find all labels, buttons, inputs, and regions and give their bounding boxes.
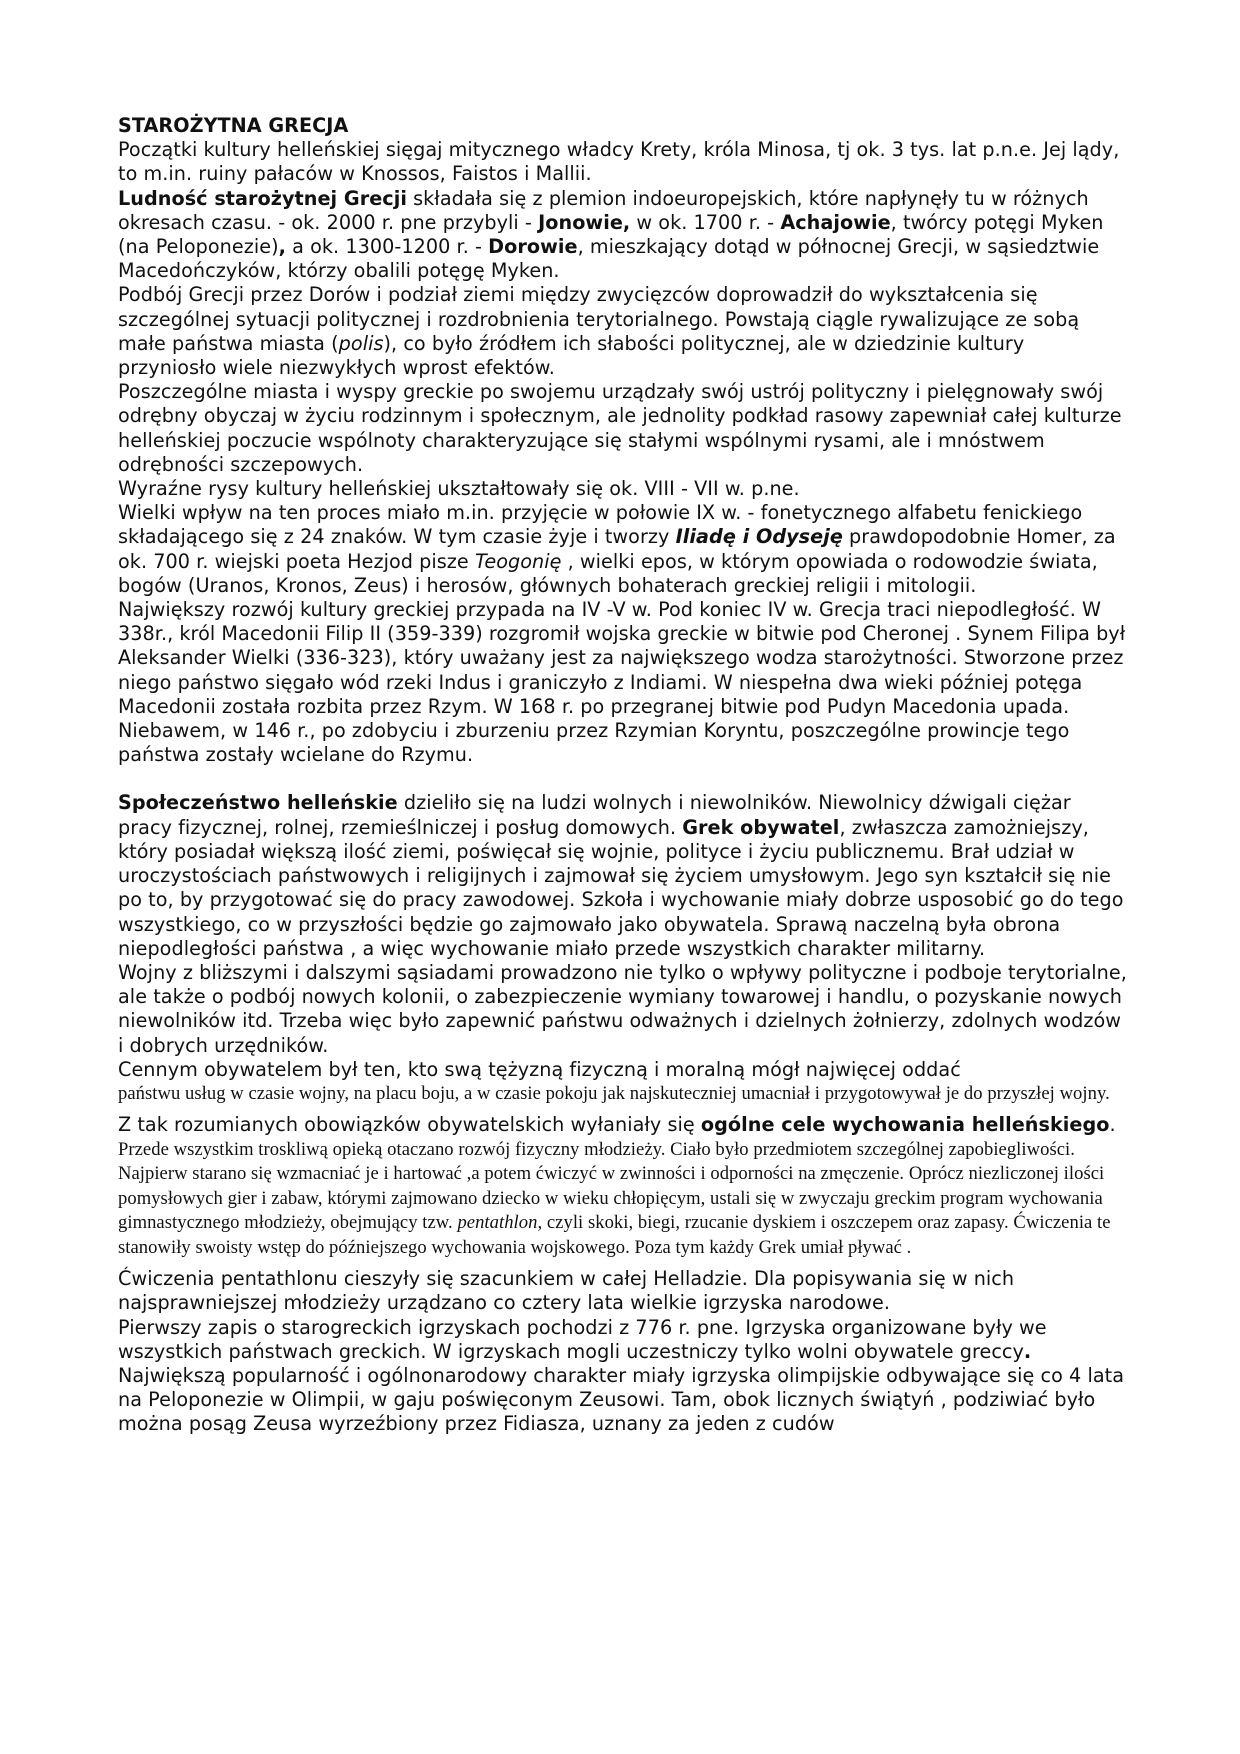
paragraph-wars: Wojny z bliższymi i dalszymi sąsiadami prowadzono nie tylko o wpływy polityczne i podboje terytorialne, ale także o podbój nowych kolonii, o zabezpieczenie wymiany towarowej i handlu, o pozyskanie nowych niewolników itd. Trzeba więc było zapewnić państwu odważnych i dzielnych żołnierzy, zdolnych wodzów i dobrych urzędników. xyxy=(118,960,1127,1057)
paragraph-population: Ludność starożytnej Grecji składała się z plemion indoeuropejskich, które napłynęły tu w różnych okresach czasu. - ok. 2000 r. pne przybyli - Jonowie, w ok. 1700 r. - Achajowie, twórcy potęgi Myken (na Peloponezie), a ok. 1300-1200 r. - Dorowie, mieszkający dotąd w północnej Grecji, w sąsiedztwie Macedończyków, którzy obalili potęgę Myken. xyxy=(118,186,1104,283)
paragraph-olympics: Największą popularność i ogólnonarodowy charakter miały igrzyska olimpijskie odbywające się co 4 lata na Peloponezie w Olimpii, w gaju poświęconym Zeusowi. Tam, obok licznych świątyń , podziwiać było można posąg Zeusa wyrzeźbiony przez Fidiasza, uznany za jeden z cudów xyxy=(118,1363,1125,1436)
paragraph-society: Społeczeństwo helleńskie dzieliło się na ludzi wolnych i niewolników. Niewolnicy dźwigali ciężar pracy fizycznej, rolnej, rzemieślniczej i posług domowych. Grek obywatel, zwłaszcza zamożniejszy, który posiadał większą ilość ziemi, poświęcał się wojnie, polityce i życiu publicznemu. Brał udział w uroczystościach państwowych i religijnych i zajmował się życiem umysłowym. Jego syn kształcił się nie po to, by przygotować się do pracy zawodowej. Szkoła i wychowanie miały dobrze usposobić go do tego wszystkiego, co w przyszłości będzie go zajmowało jako obywatela. Sprawą naczelną była obrona niepodległości państwa , a więc wychowanie miało przede wszystkich charakter militarny. xyxy=(118,791,1124,960)
document-title: STAROŻYTNA GRECJA xyxy=(118,114,349,137)
paragraph-hesiod: ok. 700 r. wiejski poeta Hezjod pisze Teogonię , wielki epos, w którym opowiada o rodowodzie świata, bogów (Uranos, Kronos, Zeus) i herosów, głównych bohaterach greckiej religii i mitologii. xyxy=(118,549,1098,597)
paragraph-citizen-continued: państwu usług w czasie wojny, na placu boju, a w czasie pokoju jak najskuteczniej umacniał i przygotowywał je do przyszłej wojny. xyxy=(118,1082,1110,1104)
paragraph-goals: Z tak rozumianych obowiązków obywatelskich wyłaniały się ogólne cele wychowania helleńskiego. xyxy=(118,1113,1116,1137)
paragraph-macedonia: Największy rozwój kultury greckiej przypada na IV -V w. Pod koniec IV w. Grecja traci niepodległość. W 338r., król Macedonii Filip II (359-339) rozgromił wojska greckie w bitwie pod Cheronej . Synem Filipa był Aleksander Wielki (336-323), który uważany jest za największego wodza starożytności. Stworzone przez niego państwo sięgało wód rzeki Indus i graniczyło z Indiami. W niespełna dwa wieki później potęga Macedonii została rozbita przez Rzym. W 168 r. po przegranej bitwie pod Pudyn Macedonia upada. xyxy=(118,598,1126,718)
document-page xyxy=(118,114,1128,1437)
paragraph-alphabet: Wielki wpływ na ten proces miało m.in. przyjęcie w połowie IX w. - fonetycznego alfabetu fenickiego składającego się z 24 znaków. W tym czasie żyje i tworzy Iliadę i Odyseję prawdopodobnie Homer, za xyxy=(118,501,1116,549)
paragraph-features: Wyraźne rysy kultury helleńskiej ukształtowały się ok. VIII - VII w. p.ne. xyxy=(118,477,800,501)
paragraph-citizen: Cennym obywatelem był ten, kto swą tężyzną fizyczną i moralną mógł najwięcej oddać xyxy=(118,1057,961,1081)
paragraph-polis: Podbój Grecji przez Dorów i podział ziemi między zwycięzców doprowadził do wykształcenia się szczególnej sytuacji politycznej i rozdrobnienia terytorialnego. Powstają ciągle rywalizujące ze sobą małe państwa miasta (polis), co było źródłem ich słabości politycznej, ale w dziedzinie kultury przyniosło wiele niezwykłych wprost efektów. xyxy=(118,283,1080,380)
paragraph-origins: Początki kultury helleńskiej sięgaj mitycznego władcy Krety, króla Minosa, tj ok. 3 tys. lat p.n.e. Jej lądy, to m.in. ruiny pałaców w Knossos, Faistos i Mallii. xyxy=(118,138,1120,186)
paragraph-cities: Poszczególne miasta i wyspy greckie po swojemu urządzały swój ustrój polityczny i pielęgnowały swój odrębny obyczaj w życiu rodzinnym i społecznym, ale jednolity podkład rasowy zapewniał całej kulturze helleńskiej poczucie wspólnoty charakteryzujące się stałymi wspólnymi rysami, ale i mnóstwem odrębności szczepowych. xyxy=(118,380,1122,476)
paragraph-physical: Przede wszystkim troskliwą opieką otaczano rozwój fizyczny młodzieży. Ciało było przedmiotem szczególnej zapobiegliwości. Najpierw starano się wzmacniać je i hartować ,a potem ćwiczyć w zwinności i odporności na zmęczenie. Oprócz niezliczonej ilości pomysłowych gier i zabaw, którymi zajmowano dziecko w wieku chłopięcym, ustali się w zwyczaju greckim program wychowania gimnastycznego młodzieży, obejmujący tzw. pentathlon, czyli skoki, biegi, rzucanie dyskiem i oszczepem oraz zapasy. Ćwiczenia te stanowiły swoisty wstęp do późniejszego wychowania wojskowego. Poza tym każdy Grek umiał pływać . xyxy=(118,1138,1111,1258)
paragraph-pentathlon: Ćwiczenia pentathlonu cieszyły się szacunkiem w całej Helladzie. Dla popisywania się w nich najsprawniejszej młodzieży urządzano co cztery lata wielkie igrzyska narodowe. xyxy=(118,1267,1015,1315)
paragraph-rome: Niebawem, w 146 r., po zdobyciu i zburzeniu przez Rzymian Koryntu, poszczególne prowincje tego państwa zostały wcielane do Rzymu. xyxy=(118,719,1070,767)
paragraph-games: Pierwszy zapis o starogreckich igrzyskach pochodzi z 776 r. pne. Igrzyska organizowane były we wszystkich państwach greckich. W igrzyskach mogli uczestniczy tylko wolni obywatele greccy. xyxy=(118,1315,1047,1363)
